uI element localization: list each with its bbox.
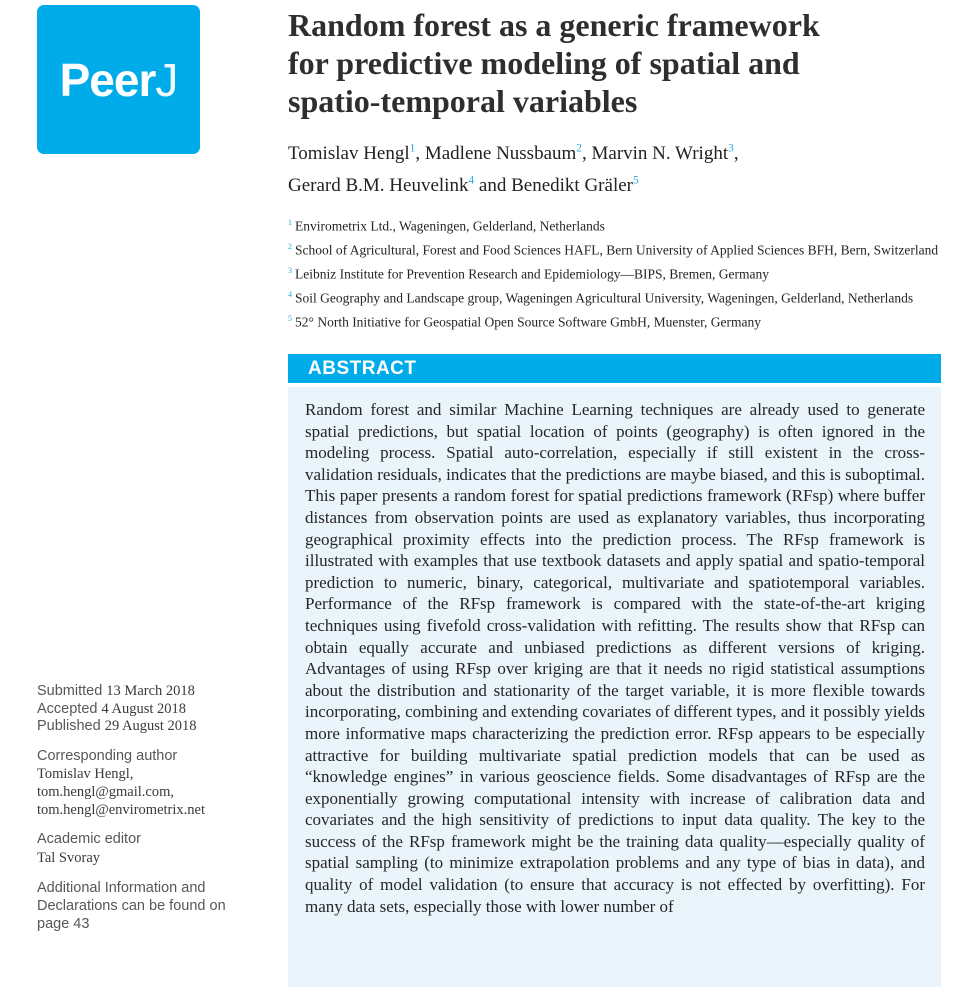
affiliation-item: [288, 263, 941, 282]
history-value: 4 August 2018: [101, 700, 187, 717]
affiliation-item: [288, 239, 941, 258]
author-name: Tomislav Hengl: [288, 143, 410, 165]
history-value: 13 March 2018: [106, 683, 195, 699]
academic-editor-label: Academic editor: [37, 831, 141, 848]
abstract-text: Random forest and similar Machine Learning techniques are already used to generate spatial predictions, but spatial location of points (geography) is often ignored in the modeling process. Spatial auto-correlation, especially if still existent in the cross-validation residuals, indicates that the predictions are maybe biased, and this is suboptimal. This paper presents a random forest for spatial predictions framework (RFsp) where buffer distances from observation points are used as explanatory variables, thus incorporating geographical proximity effects into the prediction process. The RFsp framework is illustrated with examples that use textbook datasets and apply spatial and spatio-temporal prediction to numeric, binary, categorical, multivariate and spatiotemporal variables. Performance of the RFsp framework is compared with the state-of-the-art kriging techniques using fivefold cross-validation with refitting. The results show that RFsp can obtain equally accurate and unbiased predictions as different versions of kriging. Advantages of using RFsp over kriging are that it needs no rigid statistical assumptions about the distribution and stationarity of the target variable, it is more flexible towards incorporating, combining and extending covariates of different types, and it possibly yields more informative maps characterizing the prediction error. RFsp appears to be especially attractive for building multivariate spatial prediction models that can be used as “knowledge engines” in various geoscience fields. Some disadvantages of RFsp are the exponentially growing computational intensity with increase of calibration data and covariates and the high sensitivity of predictions to input data quality. The key to the success of the RFsp framework might be the training data quality—especially quality of spatial sampling (to minimize extrapolation problems and any type of bias in data), and quality of model validation (to ensure that accuracy is not effected by overfitting). For many data sets, especially those with lower number of: [305, 400, 925, 916]
history-row: [37, 701, 255, 719]
authors-line-2: [288, 167, 941, 198]
title-line-3: spatio-temporal variables: [288, 83, 638, 119]
peerj-logo: [37, 5, 200, 154]
authors-line-1: [288, 136, 941, 167]
history-value: 29 August 2018: [104, 718, 197, 735]
affiliation-item: [288, 287, 941, 306]
author: [425, 143, 592, 164]
author-name: Marvin N. Wright: [591, 143, 729, 165]
history-label: Accepted: [37, 700, 98, 717]
main-column: [288, 0, 941, 335]
affiliation-text: Leibniz Institute for Prevention Research and Epidemiology—BIPS, Bremen, Germany: [295, 266, 769, 282]
corresponding-author-line[interactable]: tom.hengl@gmail.com,: [37, 783, 174, 800]
corresponding-author-label: Corresponding author: [37, 747, 178, 764]
author: [288, 175, 511, 196]
abstract-heading: ABSTRACT: [308, 358, 417, 379]
author-affiliation-superscript: 2: [576, 143, 582, 155]
author-name: Madlene Nussbaum: [424, 143, 577, 165]
author-separator: ,: [415, 143, 425, 165]
author-affiliation-superscript: 1: [409, 143, 416, 155]
affiliation-item: [288, 215, 941, 234]
academic-editor-name: Tal Svoray: [37, 849, 101, 866]
submission-history: [37, 683, 255, 736]
author-separator: and: [474, 174, 512, 196]
corresponding-author-lines: [37, 766, 255, 819]
affiliation-number: 3: [288, 265, 293, 275]
affiliation-text: Envirometrix Ltd., Wageningen, Gelderland, Netherlands: [295, 218, 605, 234]
additional-info-note: Additional Information and Declarations can be found on page 43: [37, 880, 226, 933]
affiliations-list: [288, 215, 941, 330]
sidebar: [37, 683, 255, 933]
authors-block: [288, 136, 941, 199]
history-row: [37, 683, 255, 701]
paper-title: [288, 6, 941, 120]
title-line-1: Random forest as a generic framework: [288, 7, 820, 43]
author: [511, 175, 639, 196]
abstract-body: [288, 387, 941, 987]
academic-editor-block: [37, 831, 255, 867]
author-affiliation-superscript: 5: [632, 174, 639, 187]
corresponding-author-line[interactable]: tom.hengl@envirometrix.net: [37, 801, 205, 818]
affiliation-item: [288, 311, 941, 330]
author-name: Gerard B.M. Heuvelink: [288, 174, 469, 196]
affiliation-number: 2: [288, 241, 293, 251]
author: [288, 143, 425, 164]
affiliation-number: 4: [288, 289, 293, 299]
author-separator: ,: [582, 143, 592, 165]
affiliation-text: School of Agricultural, Forest and Food Sciences HAFL, Bern University of Applied Sciences BFH, Bern, Switzerland: [295, 242, 939, 258]
abstract-heading-bar: [288, 354, 941, 383]
author-affiliation-superscript: 4: [468, 174, 475, 187]
affiliation-text: 52° North Initiative for Geospatial Open Source Software GmbH, Muenster, Germany: [295, 314, 762, 330]
corresponding-author-block: [37, 748, 255, 819]
corresponding-author-line[interactable]: Tomislav Hengl,: [37, 766, 134, 783]
author-name: Benedikt Gräler: [511, 174, 633, 196]
logo-text-bold: Peer: [59, 53, 156, 106]
affiliation-number: 5: [288, 313, 293, 323]
history-label: Published: [37, 718, 101, 735]
author-affiliation-superscript: 3: [728, 143, 734, 155]
author-separator: ,: [733, 143, 739, 165]
affiliation-text: Soil Geography and Landscape group, Wageningen Agricultural University, Wageningen, Gelderland, Netherlands: [295, 290, 914, 306]
affiliation-number: 1: [288, 217, 293, 227]
history-label: Submitted: [37, 683, 103, 699]
logo-text-j: J: [155, 53, 178, 106]
history-row: [37, 718, 255, 736]
title-line-2: for predictive modeling of spatial and: [288, 45, 800, 81]
author: [592, 143, 739, 164]
peerj-logo-text: [60, 53, 178, 107]
